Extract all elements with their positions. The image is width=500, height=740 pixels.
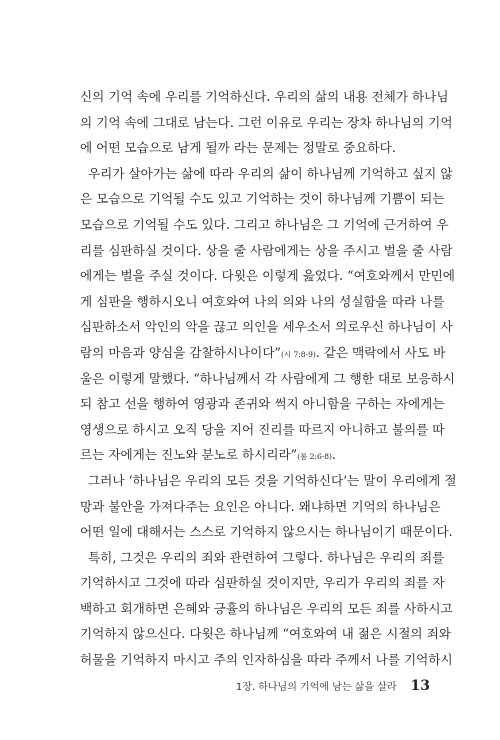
page-number: 13 — [410, 678, 430, 694]
line-text: 르는 자에게는 진노와 분노로 하시리라” — [80, 447, 298, 463]
text-line — [80, 570, 445, 596]
text-line — [80, 135, 432, 161]
text-line — [80, 263, 455, 289]
line-text: 에게는 벌을 주실 것이다. 다윗은 이렇게 읊었다. “여호와께서 만민에 — [80, 268, 455, 284]
line-text: 기억하지 않으신다. 다윗은 하나님께 “여호와여 내 젊은 시절의 죄와 — [80, 626, 451, 642]
line-text: 특히, 그것은 우리의 죄와 관련하여 그렇다. 하나님은 우리의 죄를 — [80, 549, 445, 565]
line-text: 그러나 ‘하나님은 우리의 모든 것을 기억하신다’는 말이 우리에게 절 — [80, 472, 457, 488]
text-line — [80, 596, 453, 622]
text-line — [80, 340, 446, 366]
scripture-reference: (시 7:8-9) — [280, 349, 316, 359]
body-text — [80, 84, 457, 673]
text-line — [80, 366, 455, 392]
text-line — [80, 468, 457, 494]
text-line — [80, 519, 453, 545]
line-text: 어떤 일에 대해서는 스스로 기억하지 않으시는 하나님이기 때문이다. — [80, 524, 453, 540]
scripture-reference: (롬 2:6-8) — [297, 452, 332, 462]
line-text: 모습으로 기억될 수도 있다. 그리고 하나님은 그 기억에 근거하여 우 — [80, 216, 449, 232]
line-text-continued: . — [331, 447, 336, 463]
line-text: 은 모습으로 기억될 수도 있고 기억하는 것이 하나님께 기쁨이 되는 — [80, 191, 445, 207]
text-line — [80, 647, 453, 673]
line-text: 의 기억 속에 그대로 남는다. 그런 이유로 우리는 장차 하나님의 기억 — [80, 114, 453, 130]
line-text: 울은 이렇게 말했다. “하나님께서 각 사람에게 그 행한 대로 보응하시 — [80, 370, 455, 386]
line-text: 우리가 살아가는 삶에 따라 우리의 삶이 하나님께 기억하고 싶지 않 — [80, 165, 453, 181]
text-line — [80, 545, 445, 571]
text-line — [80, 212, 449, 238]
text-line — [80, 621, 451, 647]
line-text: 허물을 기억하지 마시고 주의 인자하심을 따라 주께서 나를 기억하시 — [80, 652, 453, 668]
text-line — [80, 494, 441, 520]
text-line — [80, 417, 445, 443]
line-text: 리를 심판하실 것이다. 상을 줄 사람에게는 상을 주시고 벌을 줄 사람 — [80, 242, 453, 258]
line-text: 람의 마음과 양심을 감찰하시나이다” — [80, 344, 281, 360]
line-text: 게 심판을 행하시오니 여호와여 나의 의와 나의 성실함을 따라 나를 — [80, 293, 445, 309]
text-line — [80, 391, 445, 417]
text-line — [80, 442, 432, 468]
text-line — [80, 161, 453, 187]
line-text: 영생으로 하시고 오직 당을 지어 진리를 따르지 아니하고 불의를 따 — [80, 421, 445, 437]
line-text-continued: . 같은 맥락에서 사도 바 — [315, 344, 446, 360]
line-text: 망과 불안을 가져다주는 요인은 아니다. 왜냐하면 기억의 하나님은 — [80, 498, 441, 514]
line-text: 심판하소서 악인의 악을 끊고 의인을 세우소서 의로우신 하나님이 사 — [80, 319, 453, 335]
text-line — [80, 314, 453, 340]
line-text: 신의 기억 속에 우리를 기억하신다. 우리의 삶의 내용 전체가 하나님 — [80, 89, 449, 104]
text-line — [80, 186, 445, 212]
page-footer — [236, 678, 430, 694]
line-text: 기억하시고 그것에 따라 심판하실 것이지만, 우리가 우리의 죄를 자 — [80, 575, 445, 591]
text-line — [80, 110, 453, 136]
running-footer-chapter: 1장. 하나님의 기억에 남는 삶을 살라 — [235, 682, 397, 693]
line-text: 에 어떤 모습으로 남게 될까 라는 문제는 정말로 중요하다. — [80, 140, 396, 156]
line-text: 되 참고 선을 행하여 영광과 존귀와 썩지 아니함을 구하는 자에게는 — [80, 396, 445, 412]
line-text: 백하고 회개하면 은혜와 긍휼의 하나님은 우리의 모든 죄를 사하시고 — [80, 600, 453, 616]
text-line — [80, 238, 453, 264]
text-line — [80, 289, 445, 315]
text-line — [80, 84, 449, 110]
